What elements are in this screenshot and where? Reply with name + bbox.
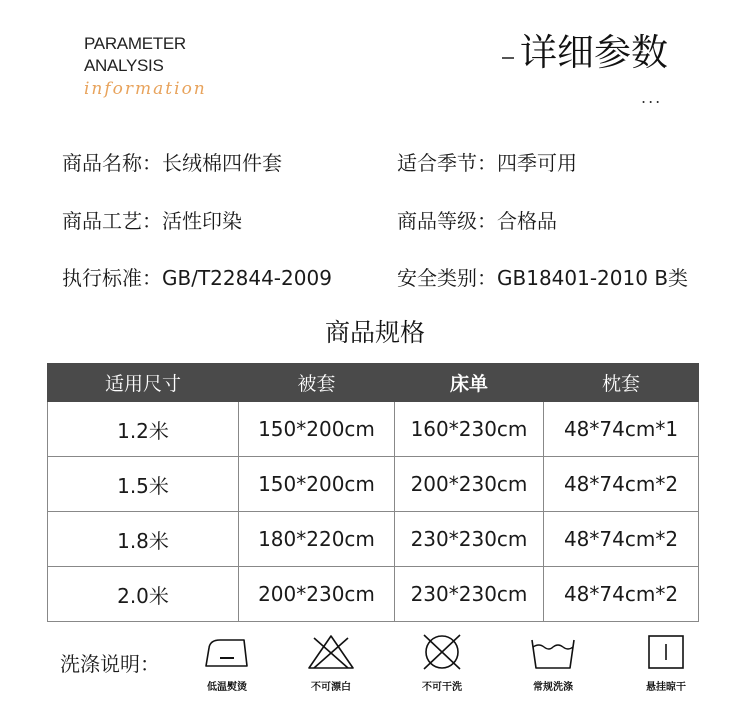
cell-size: 2.0米 [48, 567, 239, 622]
param-product-name [62, 151, 282, 175]
no-bleach-icon [304, 632, 358, 672]
param-season [397, 151, 577, 175]
care-caption: 不可漂白 [311, 682, 351, 693]
low-temp-iron-icon [200, 632, 254, 672]
cell-pillowcase: 48*74cm*1 [544, 402, 699, 457]
cell-duvet: 180*220cm [239, 512, 395, 567]
param-value: 长绒棉四件套 [162, 151, 282, 175]
normal-wash-icon [526, 632, 580, 672]
header-english-block [84, 33, 207, 99]
care-caption: 低温熨烫 [207, 682, 247, 693]
no-dry-clean-icon [415, 632, 469, 672]
wash-instructions-label: 洗涤说明： [60, 652, 160, 676]
col-header-sheet: 床单 [395, 364, 544, 402]
cell-pillowcase: 48*74cm*2 [544, 512, 699, 567]
param-standard [62, 266, 332, 290]
care-caption: 悬挂晾干 [646, 682, 686, 693]
cell-sheet: 230*230cm [395, 567, 544, 622]
col-header-duvet: 被套 [239, 364, 395, 402]
param-label: 商品等级： [397, 209, 497, 233]
param-value: 合格品 [497, 209, 557, 233]
table-row [48, 567, 699, 622]
header-en-line2: ANALYSIS [84, 56, 164, 75]
cell-duvet: 150*200cm [239, 457, 395, 512]
hang-dry-icon [639, 632, 693, 672]
param-label: 商品工艺： [62, 209, 162, 233]
care-item-no-bleach [286, 632, 376, 693]
table-row [48, 402, 699, 457]
param-label: 适合季节： [397, 151, 497, 175]
param-label: 商品名称： [62, 151, 162, 175]
header-en-line1: PARAMETER [84, 34, 186, 53]
param-label: 执行标准： [62, 266, 162, 290]
col-header-size: 适用尺寸 [48, 364, 239, 402]
cell-sheet: 200*230cm [395, 457, 544, 512]
param-safety [397, 266, 688, 290]
cell-pillowcase: 48*74cm*2 [544, 567, 699, 622]
param-value: GB18401-2010 B类 [497, 266, 689, 290]
care-caption: 不可干洗 [422, 682, 462, 693]
care-item-no-dry-clean [397, 632, 487, 693]
cell-duvet: 150*200cm [239, 402, 395, 457]
care-caption: 常规洗涤 [533, 682, 573, 693]
header-script-word: information [84, 79, 207, 99]
cell-size: 1.5米 [48, 457, 239, 512]
cell-duvet: 200*230cm [239, 567, 395, 622]
cell-size: 1.2米 [48, 402, 239, 457]
param-value: 活性印染 [162, 209, 242, 233]
table-row [48, 457, 699, 512]
header-chinese-block [502, 30, 668, 76]
title-dots: ... [641, 88, 663, 107]
param-value: GB/T22844-2009 [162, 266, 332, 290]
param-value: 四季可用 [497, 151, 577, 175]
title-dash [502, 57, 514, 59]
param-label: 安全类别： [397, 266, 497, 290]
cell-sheet: 230*230cm [395, 512, 544, 567]
table-row [48, 512, 699, 567]
page-title: 详细参数 [520, 31, 668, 74]
care-item-hang-dry [621, 632, 711, 693]
care-item-iron [182, 632, 272, 693]
param-craft [62, 209, 242, 233]
cell-pillowcase: 48*74cm*2 [544, 457, 699, 512]
col-header-pillowcase: 枕套 [544, 364, 699, 402]
spec-header-row [48, 364, 699, 402]
spec-title: 商品规格 [324, 318, 425, 347]
spec-table [47, 363, 699, 622]
cell-size: 1.8米 [48, 512, 239, 567]
care-item-normal-wash [508, 632, 598, 693]
cell-sheet: 160*230cm [395, 402, 544, 457]
param-grade [397, 209, 557, 233]
